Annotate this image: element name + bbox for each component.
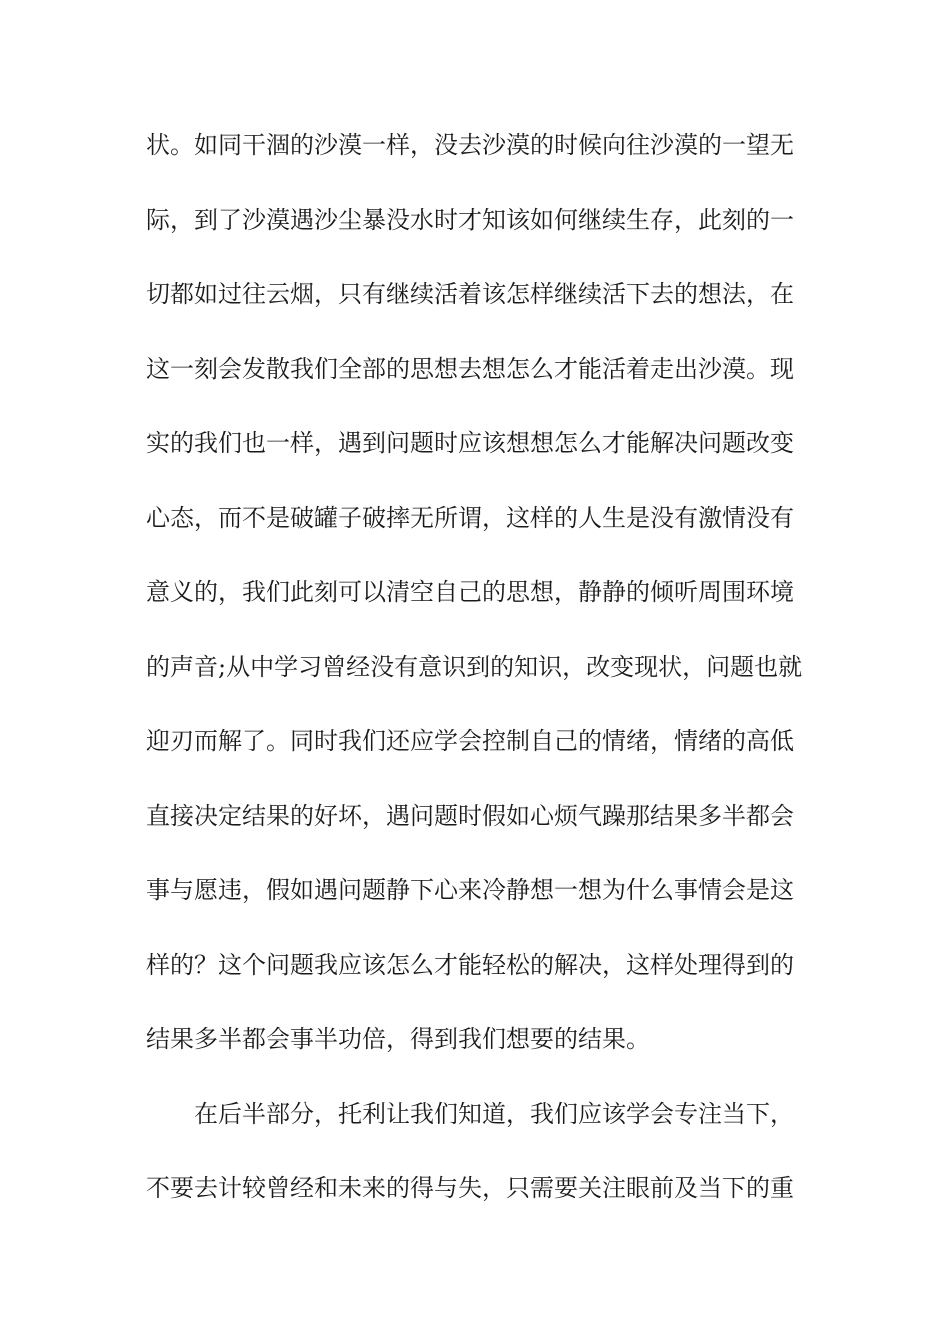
text-line: 直接决定结果的好坏，遇问题时假如心烦气躁那结果多半都会 [146, 801, 794, 830]
text-line: 际，到了沙漠遇沙尘暴没水时才知该如何继续生存，此刻的一 [146, 205, 794, 234]
text-line: 实的我们也一样，遇到问题时应该想想怎么才能解决问题改变 [146, 429, 794, 457]
text-line: 这一刻会发散我们全部的思想去想怎么才能活着走出沙漠。现 [146, 354, 794, 383]
text-line: 的声音;从中学习曾经没有意识到的知识，改变现状，问题也就 [146, 652, 803, 681]
text-line: 心态，而不是破罐子破摔无所谓，这样的人生是没有激情没有 [146, 503, 794, 532]
text-line: 意义的，我们此刻可以清空自己的思想，静静的倾听周围环境 [146, 578, 794, 606]
text-line: 事与愿违，假如遇问题静下心来冷静想一想为什么事情会是这 [146, 876, 794, 904]
text-line: 不要去计较曾经和未来的得与失，只需要关注眼前及当下的重 [146, 1174, 794, 1202]
body-text [146, 108, 816, 1226]
text-line: 迎刃而解了。同时我们还应学会控制自己的情绪，情绪的高低 [146, 727, 794, 755]
text-line: 状。如同干涸的沙漠一样，没去沙漠的时候向往沙漠的一望无 [146, 131, 794, 159]
paragraph-first-line: 在后半部分，托利让我们知道，我们应该学会专注当下， [194, 1099, 794, 1128]
text-line: 结果多半都会事半功倍，得到我们想要的结果。 [146, 1025, 650, 1053]
text-line: 样的？这个问题我应该怎么才能轻松的解决，这样处理得到的 [146, 950, 794, 979]
text-line: 切都如过往云烟，只有继续活着该怎样继续活下去的想法，在 [146, 280, 794, 308]
